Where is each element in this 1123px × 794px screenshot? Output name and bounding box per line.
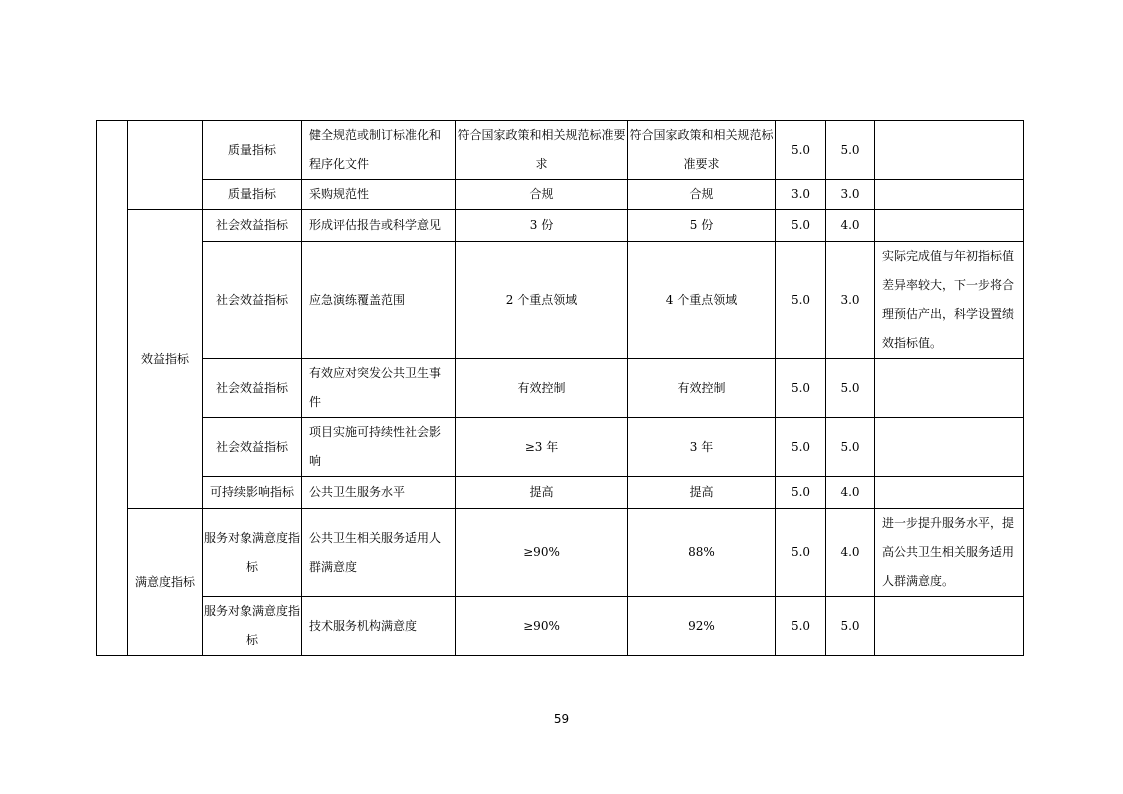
indicator-name-cell: 形成评估报告或科学意见 [302, 210, 456, 242]
score-cell: 4.0 [826, 477, 875, 509]
score-cell: 4.0 [826, 210, 875, 242]
weight-cell: 5.0 [776, 242, 826, 359]
note-cell [875, 359, 1024, 418]
target-value-cell: ≥3 年 [456, 418, 628, 477]
table-row [97, 509, 1024, 597]
target-value-cell: 3 份 [456, 210, 628, 242]
score-cell: 3.0 [826, 242, 875, 359]
weight-cell: 5.0 [776, 477, 826, 509]
score-cell: 4.0 [826, 509, 875, 597]
weight-cell: 5.0 [776, 509, 826, 597]
level3-cell: 质量指标 [203, 180, 302, 210]
indicator-name-cell: 应急演练覆盖范围 [302, 242, 456, 359]
note-cell [875, 210, 1024, 242]
indicator-name-cell: 有效应对突发公共卫生事件 [302, 359, 456, 418]
score-cell: 5.0 [826, 597, 875, 656]
target-value-cell: 合规 [456, 180, 628, 210]
indicator-name-cell: 采购规范性 [302, 180, 456, 210]
table-row [97, 597, 1024, 656]
actual-value-cell: 提高 [628, 477, 776, 509]
level3-cell: 社会效益指标 [203, 359, 302, 418]
note-cell [875, 180, 1024, 210]
table-row [97, 210, 1024, 242]
score-cell: 5.0 [826, 121, 875, 180]
actual-value-cell: 合规 [628, 180, 776, 210]
table-row [97, 242, 1024, 359]
group-label-satisfaction: 满意度指标 [128, 509, 203, 656]
page-number: 59 [553, 712, 570, 726]
indicator-name-cell: 公共卫生相关服务适用人群满意度 [302, 509, 456, 597]
target-value-cell: 提高 [456, 477, 628, 509]
note-cell: 进一步提升服务水平，提高公共卫生相关服务适用人群满意度。 [875, 509, 1024, 597]
table-row [97, 418, 1024, 477]
note-cell [875, 477, 1024, 509]
actual-value-cell: 符合国家政策和相关规范标准要求 [628, 121, 776, 180]
level3-cell: 社会效益指标 [203, 210, 302, 242]
level3-cell: 社会效益指标 [203, 242, 302, 359]
level3-cell: 可持续影响指标 [203, 477, 302, 509]
actual-value-cell: 92% [628, 597, 776, 656]
table-row [97, 180, 1024, 210]
target-value-cell: 符合国家政策和相关规范标准要求 [456, 121, 628, 180]
level1-cell [97, 121, 128, 656]
weight-cell: 5.0 [776, 597, 826, 656]
indicator-name-cell: 健全规范或制订标准化和程序化文件 [302, 121, 456, 180]
target-value-cell: ≥90% [456, 597, 628, 656]
actual-value-cell: 有效控制 [628, 359, 776, 418]
performance-indicator-table [96, 120, 1024, 656]
score-cell: 3.0 [826, 180, 875, 210]
table-row [97, 121, 1024, 180]
weight-cell: 5.0 [776, 210, 826, 242]
level2-cell-output [128, 121, 203, 210]
weight-cell: 5.0 [776, 418, 826, 477]
level3-cell: 社会效益指标 [203, 418, 302, 477]
group-label-benefit: 效益指标 [128, 210, 203, 509]
score-cell: 5.0 [826, 418, 875, 477]
indicator-name-cell: 公共卫生服务水平 [302, 477, 456, 509]
note-cell [875, 597, 1024, 656]
indicator-name-cell: 技术服务机构满意度 [302, 597, 456, 656]
actual-value-cell: 5 份 [628, 210, 776, 242]
target-value-cell: ≥90% [456, 509, 628, 597]
actual-value-cell: 3 年 [628, 418, 776, 477]
note-cell: 实际完成值与年初指标值差异率较大，下一步将合理预估产出，科学设置绩效指标值。 [875, 242, 1024, 359]
note-cell [875, 418, 1024, 477]
actual-value-cell: 88% [628, 509, 776, 597]
note-cell [875, 121, 1024, 180]
actual-value-cell: 4 个重点领域 [628, 242, 776, 359]
level3-cell: 服务对象满意度指标 [203, 597, 302, 656]
weight-cell: 5.0 [776, 121, 826, 180]
weight-cell: 5.0 [776, 359, 826, 418]
indicator-name-cell: 项目实施可持续性社会影响 [302, 418, 456, 477]
level3-cell: 质量指标 [203, 121, 302, 180]
table-row [97, 477, 1024, 509]
level3-cell: 服务对象满意度指标 [203, 509, 302, 597]
target-value-cell: 2 个重点领域 [456, 242, 628, 359]
weight-cell: 3.0 [776, 180, 826, 210]
table-row [97, 359, 1024, 418]
score-cell: 5.0 [826, 359, 875, 418]
target-value-cell: 有效控制 [456, 359, 628, 418]
